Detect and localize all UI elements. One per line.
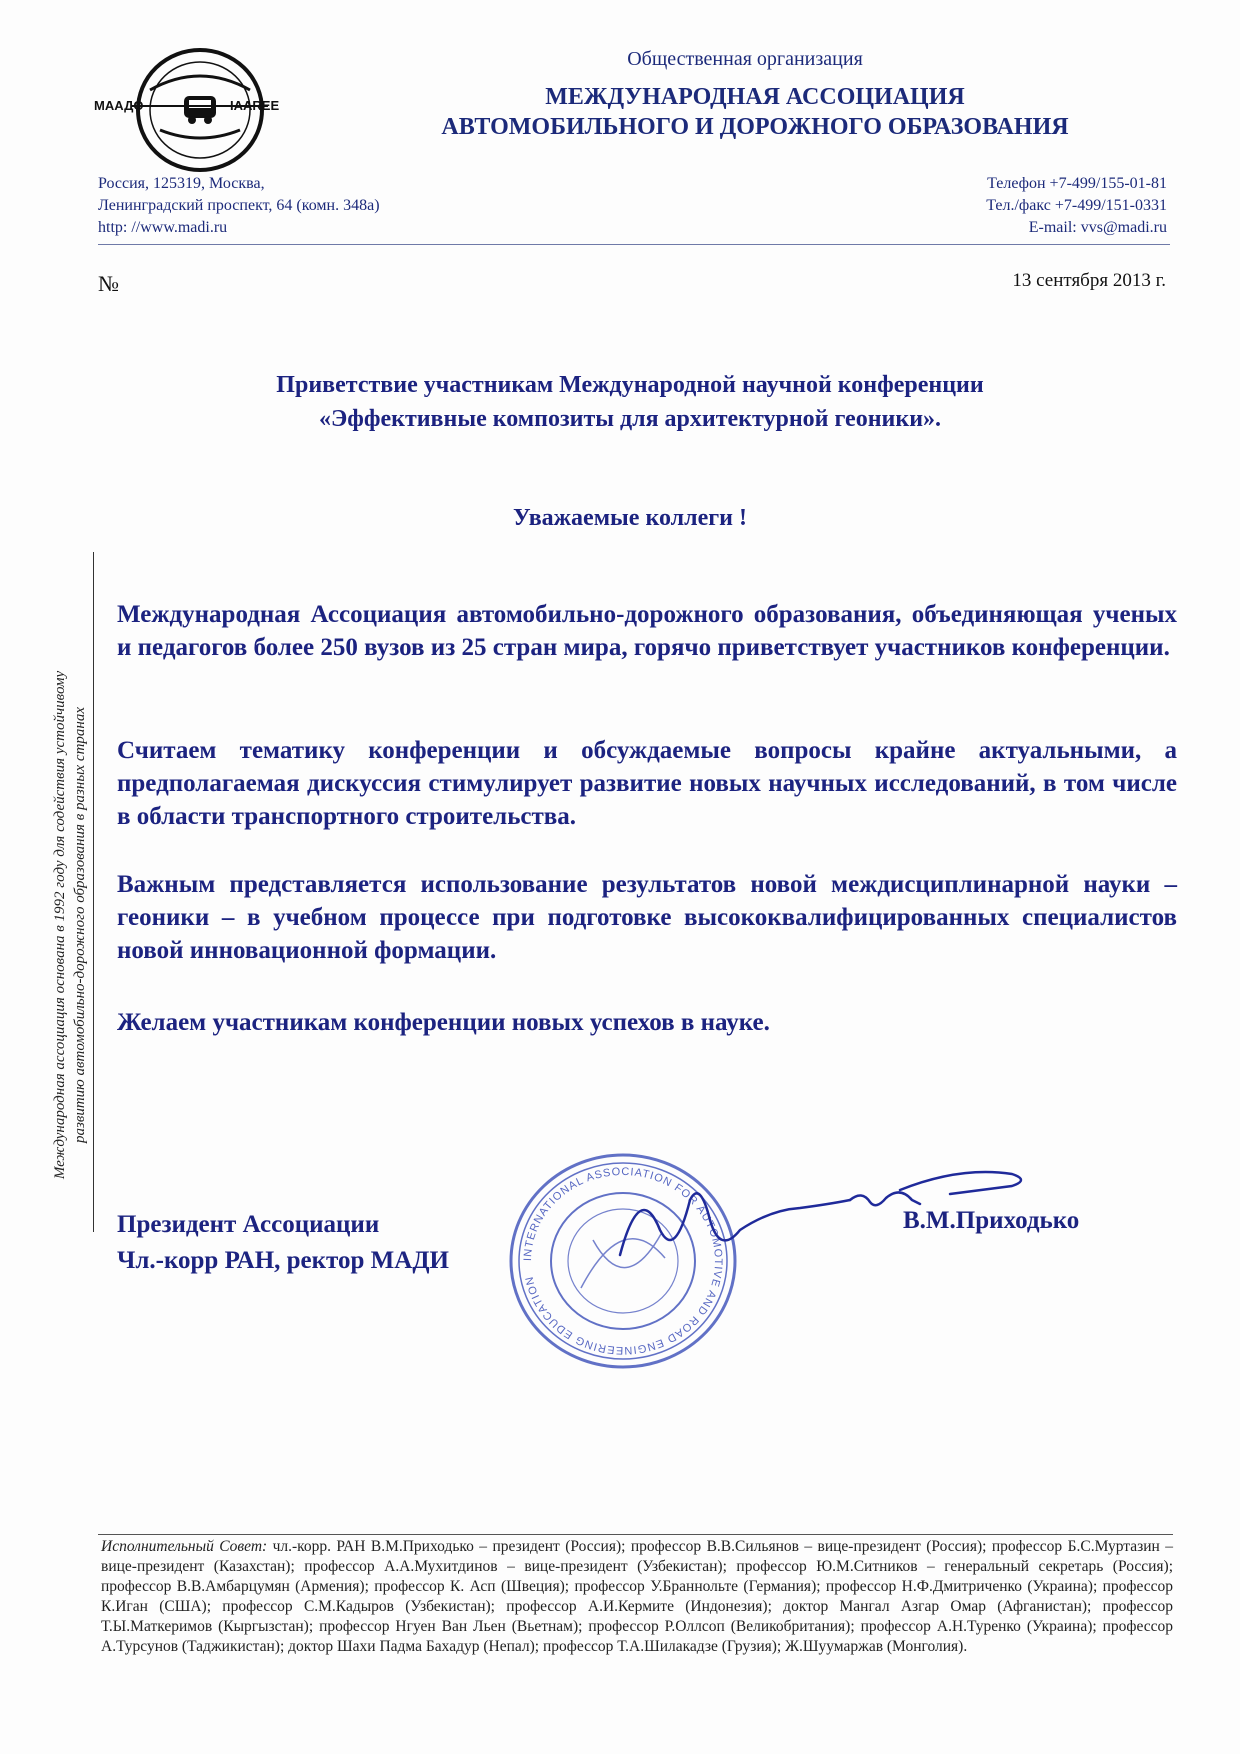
stamp-text: INTERNATIONAL ASSOCIATION FOR AUTOMOTIVE AND ROAD ENGINEERING EDUCATION [521,1165,725,1357]
sidebar-divider [93,552,94,1232]
letter-title [130,368,1130,436]
org-logo [92,42,292,178]
document-date: 13 сентября 2013 г. [1012,270,1166,291]
letter-title-line1: Приветствие участникам Международной научной конференции [276,372,984,398]
sidebar-line1: Международная ассоциация основана в 1992 году для содействия устойчивому [52,670,68,1180]
document-number: № [98,271,119,296]
paragraph-4: Желаем участникам конференции новых успехов в науке. [117,1009,770,1036]
position-line1: Президент Ассоциации [117,1211,380,1238]
address-line2: Ленинградский проспект, 64 (комн. 348а) [98,197,380,214]
org-type: Общественная организация [627,48,863,70]
sidebar-note [50,605,90,1245]
position-line2: Чл.-корр РАН, ректор МАДИ [117,1247,449,1274]
paragraph-1: Международная Ассоциация автомобильно-дорожного образования, объединяющая ученых и педагогов более 250 вузов из 25 стран мира, горячо приветствует участников конференции. [117,601,1177,661]
letter-title-line2: «Эффективные композиты для архитектурной геоники». [318,406,942,432]
signatory-position [117,1207,449,1279]
org-name-line2: АВТОМОБИЛЬНОГО И ДОРОЖНОГО ОБРАЗОВАНИЯ [441,114,1069,140]
address-block [98,173,380,239]
greeting: Уважаемые коллеги ! [513,505,747,531]
signatory-name: В.М.Приходько [903,1207,1080,1234]
header-divider [98,244,1170,245]
logo-right-text: IAAREE [230,98,280,113]
executive-council-footer [101,1537,1173,1657]
phone: Телефон +7-499/155-01-81 [987,175,1167,192]
logo-left-text: МААДО [94,98,144,113]
org-name [360,82,1150,142]
footer-text: чл.-корр. РАН В.М.Приходько – президент (Россия); профессор В.В.Сильянов – вице-президент (Россия); профессор Б.С.Муртазин – вице-президент (Казахстан); профессор А.А.Мухитдинов – вице-президент (Узбекистан); профессор Ю.М.Ситников – генеральный секретарь (Россия); профессор В.В.Амбарцумян (Армения); профессор К. Асп (Швеция); профессор У.Браннольте (Германия); профессор Н.Ф.Дмитриченко (Украина); профессор К.Иган (США); профессор С.М.Кадыров (Узбекистан); профессор А.И.Кермите (Индонезия); доктор Мангал Азгар Омар (Афганистан); профессор Т.Ы.Маткеримов (Кыргызстан); профессор Нгуен Ван Льен (Вьетнам); профессор Р.Оллсоп (Великобритания); профессор А.Н.Туренко (Украина); профессор А.Турсунов (Таджикистан); доктор Шахи Падма Бахадур (Непал); профессор Т.А.Шилакадзе (Грузия); Ж.Шуумаржав (Монголия). [101,1538,1173,1655]
footer-divider [98,1534,1173,1535]
fax: Тел./факс +7-499/151-0331 [986,197,1167,214]
paragraph-2: Считаем тематику конференции и обсуждаемые вопросы крайне актуальными, а предполагаемая дискуссия стимулирует развитие новых научных исследований, в том числе в области транспортного строительства. [117,737,1177,830]
contacts-block [986,173,1167,239]
sidebar-line2: развитию автомобильно-дорожного образования в разных странах [72,707,88,1144]
footer-label: Исполнительный Совет: [101,1538,268,1555]
address-line1: Россия, 125319, Москва, [98,175,265,192]
email-link[interactable]: E-mail: vvs@madi.ru [1028,219,1167,236]
website-link[interactable]: http: //www.madi.ru [98,219,228,236]
paragraph-3: Важным представляется использование результатов новой междисциплинарной науки – геоники – в учебном процессе при подготовке высококвалифицированных специалистов новой инновационной формации. [117,871,1177,964]
org-name-line1: МЕЖДУНАРОДНАЯ АССОЦИАЦИЯ [545,84,965,110]
